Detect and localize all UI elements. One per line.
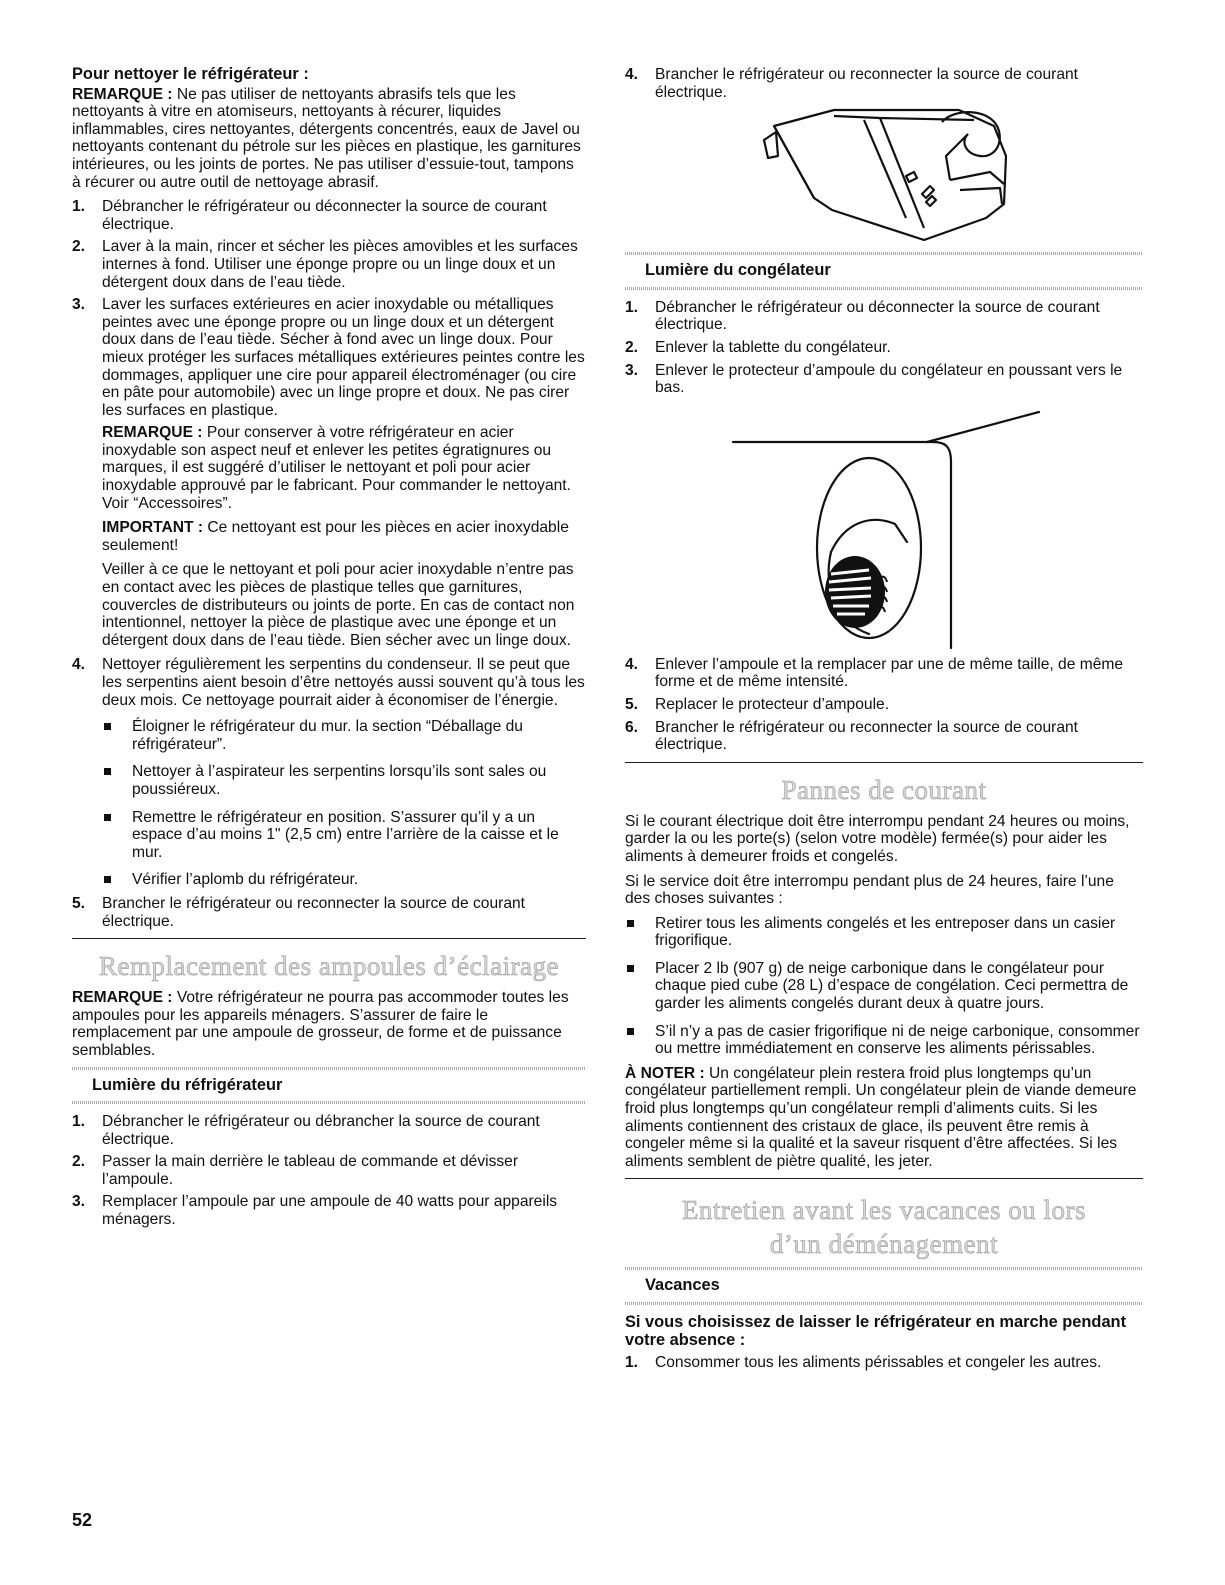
bullet-item: Éloigner le réfrigérateur du mur. la section “Déballage du réfrigérateur”. <box>102 718 586 753</box>
vacation-section-title: Entretien avant les vacances ou lors d’un déménagement <box>681 1195 1087 1260</box>
list-item: 2. Enlever la tablette du congélateur. <box>625 338 891 356</box>
list-item: 4. Enlever l’ampoule et la remplacer par une de même taille, de même forme et de même intensité. <box>625 655 1124 691</box>
coil-bullets <box>102 718 586 889</box>
list-item: 4. Nettoyer régulièrement les serpentins du condenseur. Il se peut que les serpentins aient besoin d’être nettoyés aussi souvent qu’à tous les deux mois. Ce nettoyage pourrait aider à économiser de l’énergie. Éloigner le réfrigérateur du mur. la section “Déballage du réfrigérateur”. Nettoyer à l’aspirateur les serpentins lorsqu’ils sont sales ou poussiéreux. Remettre le réfrigérateur en position. S’assurer qu’il y a un espace d’au moins 1" (2,5 cm) entre l’arrière de la caisse et le mur. Vérifier l’aplomb du réfrigérateur. <box>72 656 585 889</box>
freezer-steps-a <box>625 299 1143 397</box>
list-item: 1. Débrancher le réfrigérateur ou déconnecter la source de courant électrique. <box>625 298 1100 334</box>
vacances-steps <box>625 1354 1143 1372</box>
list-item: 3. Enlever le protecteur d’ampoule du congélateur en poussant vers le bas. <box>625 361 1123 397</box>
control-panel-illustration <box>754 106 1014 246</box>
list-item: 1. Débrancher le réfrigérateur ou débrancher la source de courant électrique. <box>72 1113 540 1148</box>
bullet-item: Remettre le réfrigérateur en position. S’assurer qu’il y a un espace d’au moins 1" (2,5 cm) entre l’arrière de la caisse et le mur. <box>102 809 586 862</box>
bulb-section-title: Remplacement des ampoules d’éclairage <box>98 951 560 982</box>
right-column <box>625 66 1143 1377</box>
list-item: 5. Brancher le réfrigérateur ou reconnecter la source de courant électrique. <box>72 894 525 930</box>
left-column <box>72 66 586 1234</box>
divider <box>72 938 586 939</box>
fridge-light-steps <box>72 1113 586 1229</box>
list-item: 6. Brancher le réfrigérateur ou reconnecter la source de courant électrique. <box>625 718 1078 754</box>
clean-steps <box>72 198 586 930</box>
vacances-heading: Vacances <box>625 1267 1143 1305</box>
bulb-note: REMARQUE : Votre réfrigérateur ne pourra pas accommoder toutes les ampoules pour les appareils ménagers. S’assurer de faire le remplacement par une ampoule de grosseur, de forme et de puissance semblables. <box>72 989 569 1059</box>
stainless-note: REMARQUE : Pour conserver à votre réfrigérateur en acier inoxydable son aspect neuf et enlever les petites égratignures ou marques, il est suggéré d’utiliser le nettoyant et poli pour acier inoxydable approuvé par le fabricant. Pour commander le nettoyant. Voir “Accessoires”. <box>102 424 571 512</box>
fridge-light-heading: Lumière du réfrigérateur <box>72 1067 586 1105</box>
list-item: 2. Laver à la main, rincer et sécher les pièces amovibles et les surfaces internes à fond. Utiliser une éponge propre ou un linge doux et un détergent doux dans de l’eau tiède. <box>72 238 578 291</box>
list-item: 1. Consommer tous les aliments périssables et congeler les autres. <box>625 1354 1102 1372</box>
reconnect-step <box>625 66 1143 101</box>
list-item: 3. Laver les surfaces extérieures en acier inoxydable ou métalliques peintes avec une éponge propre ou un linge doux et un détergent doux dans de l’eau tiède. Sécher à fond avec un linge doux. Pour mieux protéger les surfaces métalliques extérieures peintes contre les dommages, appliquer une cire pour appareil électroménager (ou cire en pâte pour automobile) avec un linge propre et doux. Ne pas cirer les surfaces en plastique. REMARQUE : Pour conserver à votre réfrigérateur en acier inoxydable son aspect neuf et enlever les petites égratignures ou marques, il est suggéré d’utiliser le nettoyant et poli pour acier inoxydable approuvé par le fabricant. Pour commander le nettoyant. Voir “Accessoires”. IMPORTANT : Ce nettoyant est pour les pièces en acier inoxydable seulement! Veiller à ce que le nettoyant et poli pour acier inoxydable n’entre pas en contact avec les pièces de plastique telles que garnitures, couvercles de distributeurs ou joints de porte. En cas de contact non intentionnel, nettoyer la pièce de plastique avec une éponge et un détergent doux dans de l’eau tiède. Bien sécher avec un linge doux. <box>72 296 585 649</box>
bullet-item: S’il n’y a pas de casier frigorifique ni de neige carbonique, consommer ou mettre immédiatement en conserve les aliments périssables. <box>625 1023 1143 1058</box>
important-note: IMPORTANT : Ce nettoyant est pour les pièces en acier inoxydable seulement! <box>102 519 569 554</box>
list-item: 4. Brancher le réfrigérateur ou reconnecter la source de courant électrique. <box>625 66 1078 101</box>
clean-heading: Pour nettoyer le réfrigérateur : <box>72 65 309 83</box>
plastic-warning: Veiller à ce que le nettoyant et poli pour acier inoxydable n’entre pas en contact avec les pièces de plastique telles que garnitures, couvercles de distributeurs ou joints de porte. En cas de contact non intentionnel, nettoyer la pièce de plastique avec une éponge et un détergent doux dans de l’eau tiède. Bien sécher avec un linge doux. <box>102 561 575 649</box>
divider <box>625 762 1143 763</box>
list-item: 3. Remplacer l’ampoule par une ampoule de 40 watts pour appareils ménagers. <box>72 1193 558 1229</box>
bulb-cover-illustration <box>719 402 1049 652</box>
freezer-steps-b <box>625 656 1143 754</box>
bullet-item: Placer 2 lb (907 g) de neige carbonique dans le congélateur pour chaque pied cube (28 L) d’espace de congélation. Ceci permettra de garder les aliments congelés durant deux à quatre jours. <box>625 960 1143 1013</box>
list-item: 5. Replacer le protecteur d’ampoule. <box>625 695 890 713</box>
divider <box>625 1178 1143 1179</box>
list-item: 1. Débrancher le réfrigérateur ou déconnecter la source de courant électrique. <box>72 198 547 233</box>
freezer-full-note: À NOTER : Un congélateur plein restera froid plus longtemps qu’un congélateur partiellement rempli. Un congélateur plein de viande demeure froid plus longtemps qu’un congélateur rempli d’aliments cuits. Si les aliments contiennent des cristaux de glace, ils peuvent être remis à congeler même si la qualité et la saveur risquent d’être affectées. Si les aliments semblent de piètre qualité, les jeter. <box>625 1064 1137 1170</box>
bullet-item: Retirer tous les aliments congelés et les entreposer dans un casier frigorifique. <box>625 915 1143 950</box>
vacances-instruction: Si vous choisissez de laisser le réfrigérateur en marche pendant votre absence : <box>625 1313 1127 1349</box>
power-section-title: Pannes de courant <box>781 774 987 805</box>
power-paragraph-1: Si le courant électrique doit être interrompu pendant 24 heures ou moins, garder la ou les porte(s) (selon votre modèle) fermée(s) pour aider les aliments à demeurer froids et congelés. <box>625 812 1130 865</box>
list-item: 2. Passer la main derrière le tableau de commande et dévisser l’ampoule. <box>72 1153 519 1188</box>
bullet-item: Vérifier l’aplomb du réfrigérateur. <box>102 871 586 889</box>
freezer-light-heading: Lumière du congélateur <box>625 252 1143 290</box>
power-paragraph-2: Si le service doit être interrompu pendant plus de 24 heures, faire l’une des choses suivantes : <box>625 872 1114 908</box>
page-number: 52 <box>72 1510 93 1530</box>
power-bullets <box>625 915 1143 1058</box>
clean-note: REMARQUE : Ne pas utiliser de nettoyants abrasifs tels que les nettoyants à vitre en atomiseurs, nettoyants à récurer, liquides inflammables, cires nettoyantes, détergents concentrés, eaux de Javel ou nettoyants contenant du pétrole sur les pièces en plastique, les garnitures intérieures, ou les joints de portes. Ne pas utiliser d’essuie-tout, tampons à récurer ou autre outil de nettoyage abrasif. <box>72 85 581 191</box>
bullet-item: Nettoyer à l’aspirateur les serpentins lorsqu’ils sont sales ou poussiéreux. <box>102 763 586 798</box>
